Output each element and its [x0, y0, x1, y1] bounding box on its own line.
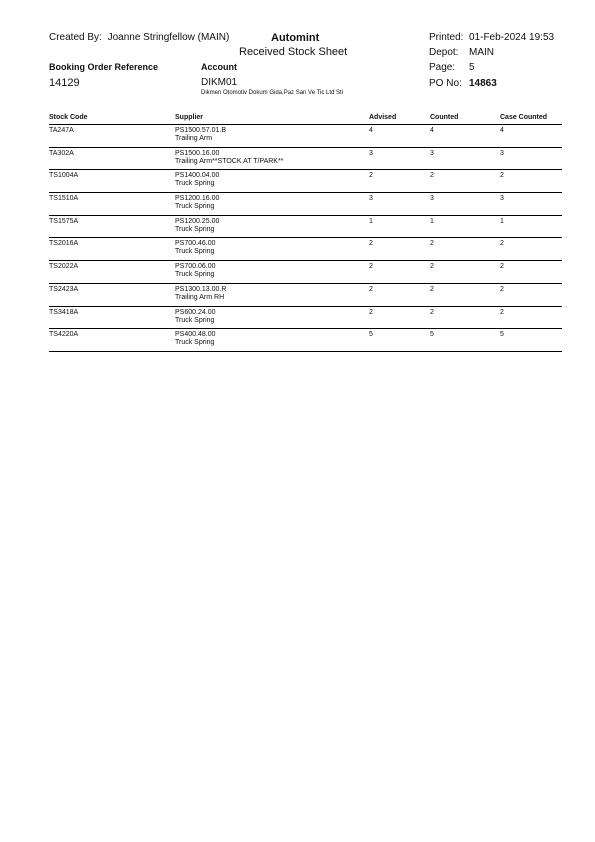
supplier-cell [175, 172, 219, 188]
col-stock-code: Stock Code [49, 114, 88, 121]
table-row [49, 170, 562, 193]
case-counted-cell: 3 [500, 195, 504, 203]
advised-cell: 2 [369, 308, 373, 316]
col-supplier: Supplier [175, 114, 204, 121]
advised-cell: 4 [369, 127, 373, 134]
supplier-cell [175, 240, 215, 256]
counted-cell: 4 [430, 127, 434, 134]
printed-label: Printed: [429, 32, 464, 43]
supplier-code: PS700.06.00 [175, 263, 216, 271]
stock-code-cell: TS2022A [49, 263, 79, 271]
case-counted-cell: 3 [500, 149, 504, 157]
advised-cell: 3 [369, 149, 373, 157]
advised-cell: 1 [369, 217, 373, 225]
stock-code-cell: TS1575A [49, 217, 79, 225]
stock-code-cell: TS1510A [49, 195, 79, 203]
supplier-code: PS1200.16.00 [175, 195, 220, 203]
item-description: Truck Spring [175, 225, 215, 233]
supplier-cell [175, 286, 226, 302]
counted-cell: 2 [430, 172, 434, 180]
supplier-cell [175, 218, 219, 234]
supplier-cell [175, 309, 215, 325]
counted-cell: 2 [430, 240, 434, 248]
counted-cell: 2 [430, 308, 434, 316]
supplier-code: PS1300.13.00.R [175, 285, 227, 293]
page-label: Page: [429, 62, 456, 73]
stock-code-cell: TS4220A [49, 331, 79, 339]
stock-code-cell: TA247A [49, 127, 74, 134]
account-name: Dikmen Otomotiv Dokum Gida,Paz San Ve Tic Ltd Sti [201, 90, 344, 96]
item-description: Trailing Arm**STOCK AT T/PARK** [175, 157, 284, 165]
advised-cell: 2 [369, 172, 373, 180]
supplier-code: PS1400.04.00 [175, 172, 220, 180]
counted-cell: 1 [430, 217, 434, 225]
table-row [49, 238, 562, 261]
counted-cell: 3 [430, 195, 434, 203]
item-description: Truck Spring [175, 180, 215, 188]
advised-cell: 3 [369, 195, 373, 203]
item-description: Trailing Arm RH [175, 293, 225, 301]
created-by-label: Created By: [49, 32, 102, 43]
case-counted-cell: 1 [500, 217, 504, 225]
counted-cell: 3 [430, 149, 434, 157]
item-description: Truck Spring [175, 339, 215, 347]
supplier-code: PS400.48.00 [175, 331, 216, 339]
table-row [49, 307, 562, 330]
sheet-title: Received Stock Sheet [239, 46, 348, 58]
supplier-cell [175, 331, 215, 347]
table-row [49, 125, 562, 148]
supplier-code: PS1500.57.01.B [175, 127, 226, 134]
item-description: Trailing Arm [175, 135, 213, 142]
counted-cell: 5 [430, 331, 434, 339]
counted-cell: 2 [430, 285, 434, 293]
stock-code-cell: TS1004A [49, 172, 79, 180]
case-counted-cell: 4 [500, 127, 504, 134]
supplier-code: PS1500.16.00 [175, 149, 220, 157]
stock-code-cell: TA302A [49, 149, 74, 157]
table-body [49, 125, 562, 352]
advised-cell: 2 [369, 285, 373, 293]
item-description: Truck Spring [175, 203, 215, 211]
stock-code-cell: TS2016A [49, 240, 79, 248]
supplier-cell [175, 150, 283, 166]
account-code: DIKM01 [201, 77, 238, 88]
case-counted-cell: 5 [500, 331, 504, 339]
booking-ref-value: 14129 [49, 77, 80, 89]
supplier-cell [175, 263, 215, 279]
table-row [49, 148, 562, 171]
booking-ref-label: Booking Order Reference [49, 62, 159, 72]
table-row [49, 329, 562, 352]
supplier-code: PS1200.25.00 [175, 217, 220, 225]
item-description: Truck Spring [175, 248, 215, 256]
case-counted-cell: 2 [500, 172, 504, 180]
table-row [49, 284, 562, 307]
case-counted-cell: 2 [500, 285, 504, 293]
stock-code-cell: TS2423A [49, 285, 79, 293]
table-row [49, 216, 562, 239]
case-counted-cell: 2 [500, 240, 504, 248]
po-value: 14863 [469, 78, 497, 89]
supplier-cell [175, 127, 226, 143]
case-counted-cell: 2 [500, 308, 504, 316]
supplier-code: PS700.46.00 [175, 240, 216, 248]
stock-table [49, 114, 562, 352]
company-name: Automint [271, 32, 320, 44]
item-description: Truck Spring [175, 316, 215, 324]
advised-cell: 2 [369, 263, 373, 271]
table-row [49, 261, 562, 284]
created-by-value: Joanne Stringfellow (MAIN) [107, 32, 230, 43]
printed-value: 01-Feb-2024 19:53 [469, 32, 555, 43]
account-label: Account [201, 62, 237, 72]
table-header [49, 114, 562, 125]
created-by [49, 32, 229, 43]
stock-code-cell: TS3418A [49, 308, 79, 316]
po-label: PO No: [429, 78, 462, 89]
supplier-cell [175, 195, 219, 211]
page-value: 5 [469, 62, 475, 73]
depot-label: Depot: [429, 47, 459, 58]
col-advised: Advised [369, 114, 397, 121]
counted-cell: 2 [430, 263, 434, 271]
supplier-code: PS600.24.00 [175, 308, 216, 316]
col-counted: Counted [430, 114, 459, 121]
advised-cell: 2 [369, 240, 373, 248]
case-counted-cell: 2 [500, 263, 504, 271]
col-case-counted: Case Counted [500, 114, 548, 121]
item-description: Truck Spring [175, 271, 215, 279]
depot-value: MAIN [469, 47, 494, 58]
table-row [49, 193, 562, 216]
advised-cell: 5 [369, 331, 373, 339]
